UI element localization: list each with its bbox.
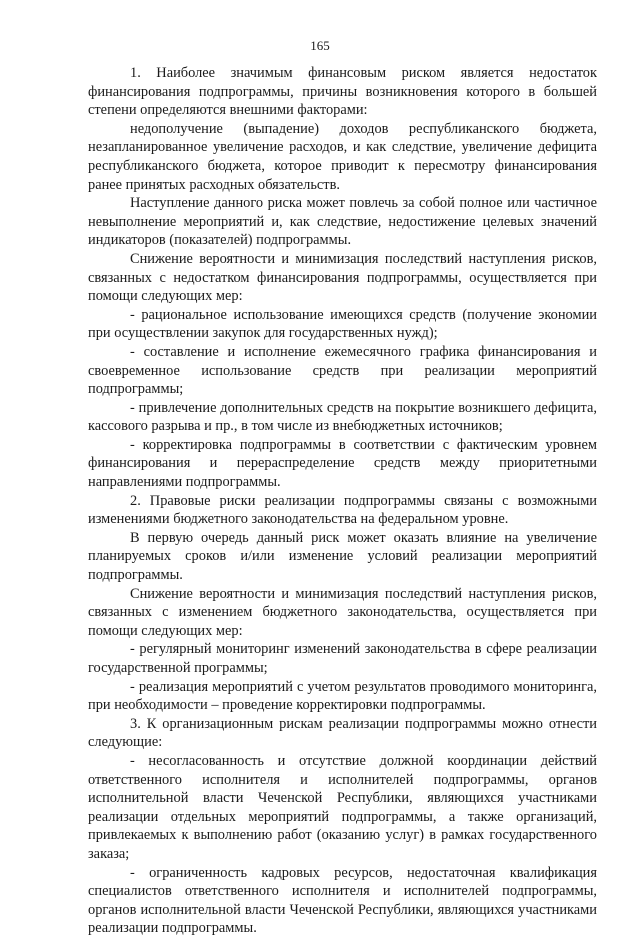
document-body (88, 64, 597, 938)
paragraph: Снижение вероятности и минимизация последствий наступления рисков, связанных с изменением бюджетного законодательства, осуществляется при помощи следующих мер: (88, 585, 597, 639)
list-item: - корректировка подпрограммы в соответствии с фактическим уровнем финансирования и перераспределение средств между приоритетными направлениями подпрограммы. (88, 436, 597, 491)
list-item: - ограниченность кадровых ресурсов, недостаточная квалификация специалистов ответственного исполнителя и исполнителей подпрограммы, органов исполнительной власти Чеченской Республики, являющихся участниками реализации подпрограммы. (88, 864, 597, 937)
paragraph: В первую очередь данный риск может оказать влияние на увеличение планируемых сроков и/или изменение условий реализации мероприятий подпрограммы. (88, 529, 597, 584)
list-item: - привлечение дополнительных средств на покрытие возникшего дефицита, кассового разрыва и пр., в том числе из внебюджетных источников; (88, 399, 597, 435)
list-item: - составление и исполнение ежемесячного графика финансирования и своевременное использование средств при реализации мероприятий подпрограммы; (88, 343, 597, 398)
list-item: - несогласованность и отсутствие должной координации действий ответственного исполнителя и исполнителей подпрограммы, органов исполнительной власти Чеченской Республики, являющихся участниками реализации отдельных мероприятий подпрограммы, а также организаций, привлекаемых к выполнению работ (оказанию услуг) в рамках государственного заказа; (88, 752, 597, 862)
paragraph: 3. К организационным рискам реализации подпрограммы можно отнести следующие: (88, 715, 597, 751)
paragraph: Наступление данного риска может повлечь за собой полное или частичное невыполнение мероприятий и, как следствие, недостижение целевых значений индикаторов (показателей) подпрограммы. (88, 195, 597, 249)
list-item: - реализация мероприятий с учетом результатов проводимого мониторинга, при необходимости – проведение корректировки подпрограммы. (88, 678, 597, 714)
page-number: 165 (310, 38, 330, 53)
list-item: - рациональное использование имеющихся средств (получение экономии при осуществлении закупок для государственных нужд); (88, 306, 597, 342)
paragraph: недополучение (выпадение) доходов республиканского бюджета, незапланированное увеличение расходов, и как следствие, увеличение дефицита республиканского бюджета, которое приводит к пересмотру финансирования ранее принятых расходных обязательств. (88, 120, 597, 193)
paragraph: 1. Наиболее значимым финансовым риском является недостаток финансирования подпрограммы, причины возникновения которого в большей степени определяются внешними факторами: (88, 65, 597, 119)
paragraph: 2. Правовые риски реализации подпрограммы связаны с возможными изменениями бюджетного законодательства на федеральном уровне. (88, 492, 597, 528)
list-item: - регулярный мониторинг изменений законодательства в сфере реализации государственной программы; (88, 641, 597, 676)
paragraph: Снижение вероятности и минимизация последствий наступления рисков, связанных с недостатком финансирования подпрограммы, осуществляется при помощи следующих мер: (88, 250, 597, 305)
